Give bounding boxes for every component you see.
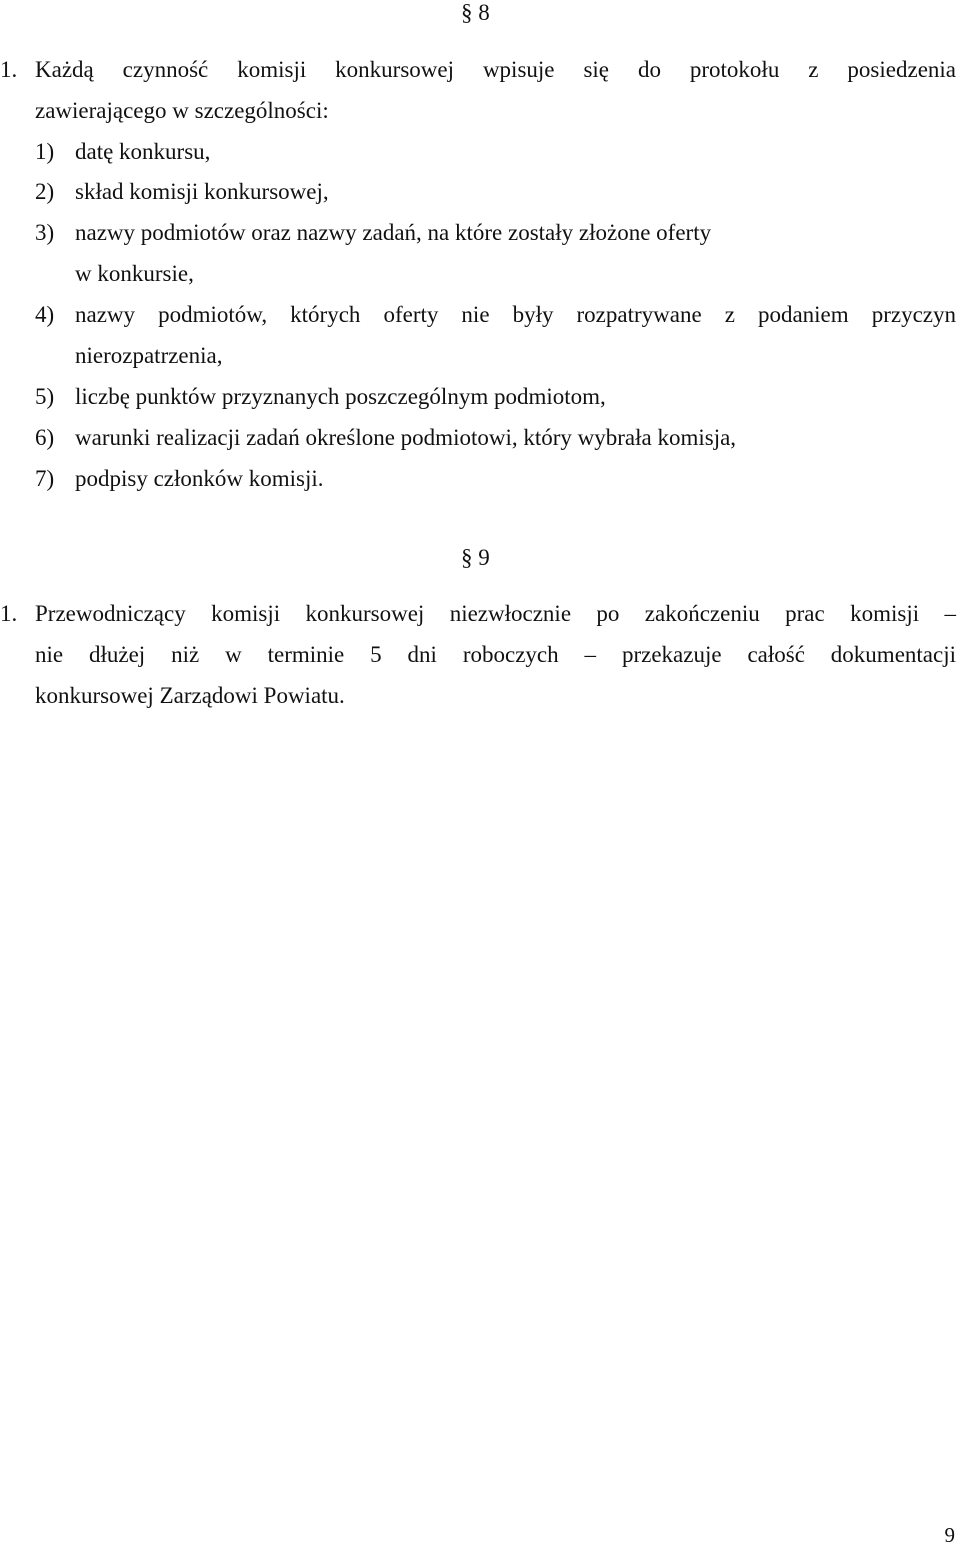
list-item: datę konkursu, <box>75 139 211 164</box>
paragraph-text: Przewodniczący komisji konkursowej niezwłocznie po zakończeniu prac komisji – <box>35 601 956 626</box>
list-item-number: 2) <box>35 179 55 204</box>
page-number: 9 <box>944 1523 955 1547</box>
list-item-number: 3) <box>35 220 55 245</box>
paragraph-text: nie dłużej niż w terminie 5 dni roboczych – przekazuje całość dokumentacji <box>35 642 956 667</box>
paragraph-line <box>35 600 956 627</box>
paragraph-line <box>35 641 956 668</box>
list-item-number: 7) <box>35 466 55 491</box>
list-item-number: 6) <box>35 425 55 450</box>
section-9-heading: § 9 <box>461 545 490 570</box>
list-item-text: nazwy podmiotów, których oferty nie były rozpatrywane z podaniem przyczyn <box>75 302 956 327</box>
list-item-number: 1) <box>35 139 55 164</box>
paragraph-line <box>35 56 956 83</box>
list-item-number: 5) <box>35 384 55 409</box>
list-item: warunki realizacji zadań określone podmiotowi, który wybrała komisja, <box>75 425 737 450</box>
list-item: skład komisji konkursowej, <box>75 179 329 204</box>
list-item <box>75 301 956 328</box>
list-item-continuation: w konkursie, <box>75 261 194 286</box>
list-item: podpisy członków komisji. <box>75 466 324 491</box>
list-item: liczbę punktów przyznanych poszczególnym podmiotom, <box>75 384 606 409</box>
list-item: nazwy podmiotów oraz nazwy zadań, na które zostały złożone oferty <box>75 220 712 245</box>
section-8-heading: § 8 <box>461 0 490 25</box>
point-number: 1. <box>0 57 18 82</box>
list-item-number: 4) <box>35 302 55 327</box>
list-item-continuation: nierozpatrzenia, <box>75 343 223 368</box>
paragraph-text: Każdą czynność komisji konkursowej wpisuje się do protokołu z posiedzenia <box>35 57 956 82</box>
point-number: 1. <box>0 601 18 626</box>
paragraph-line: zawierającego w szczególności: <box>35 98 329 123</box>
paragraph-line: konkursowej Zarządowi Powiatu. <box>35 683 345 708</box>
